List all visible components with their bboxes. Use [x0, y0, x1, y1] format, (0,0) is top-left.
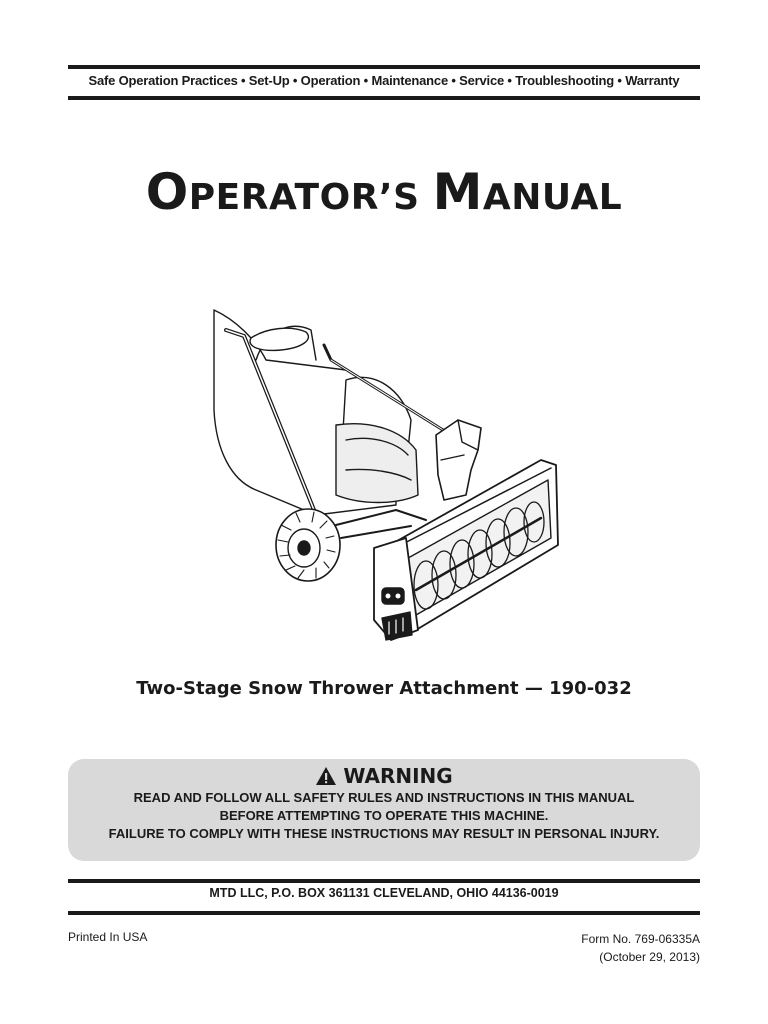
product-subtitle: Two-Stage Snow Thrower Attachment — 190-032: [136, 678, 632, 699]
steering-wheel: [250, 328, 308, 350]
bottom-rule-lower: [68, 911, 700, 915]
form-date: (October 29, 2013): [599, 950, 700, 964]
bottom-rule-upper: [68, 879, 700, 883]
warning-triangle-icon: [315, 766, 337, 786]
title-initial-o: O: [145, 163, 189, 221]
top-rule-lower: [68, 96, 700, 100]
page-title: [0, 162, 768, 228]
section-nav-line: Safe Operation Practices • Set-Up • Operation • Maintenance • Service • Troubleshooting • Warranty: [88, 73, 680, 88]
top-rule-upper: [68, 65, 700, 69]
warning-line-2: BEFORE ATTEMPTING TO OPERATE THIS MACHINE.: [219, 808, 549, 823]
form-number: Form No. 769-06335A: [581, 932, 700, 946]
title-word-manual: ANUAL: [482, 177, 623, 218]
printed-in-label: Printed In USA: [68, 930, 148, 944]
warning-heading-text: WARNING: [343, 764, 453, 788]
warning-line-3: FAILURE TO COMPLY WITH THESE INSTRUCTIONS MAY RESULT IN PERSONAL INJURY.: [108, 826, 660, 841]
title-word-operators: PERATOR’S: [188, 177, 420, 218]
warning-panel: [68, 759, 700, 861]
title-initial-m: M: [432, 163, 483, 221]
warning-heading: [68, 763, 700, 789]
snow-thrower-illustration: [196, 300, 576, 645]
warning-line-1: READ AND FOLLOW ALL SAFETY RULES AND INSTRUCTIONS IN THIS MANUAL: [133, 790, 635, 805]
form-info: [581, 930, 700, 966]
company-address: MTD LLC, P.O. BOX 361131 CLEVELAND, OHIO 44136-0019: [209, 886, 559, 900]
